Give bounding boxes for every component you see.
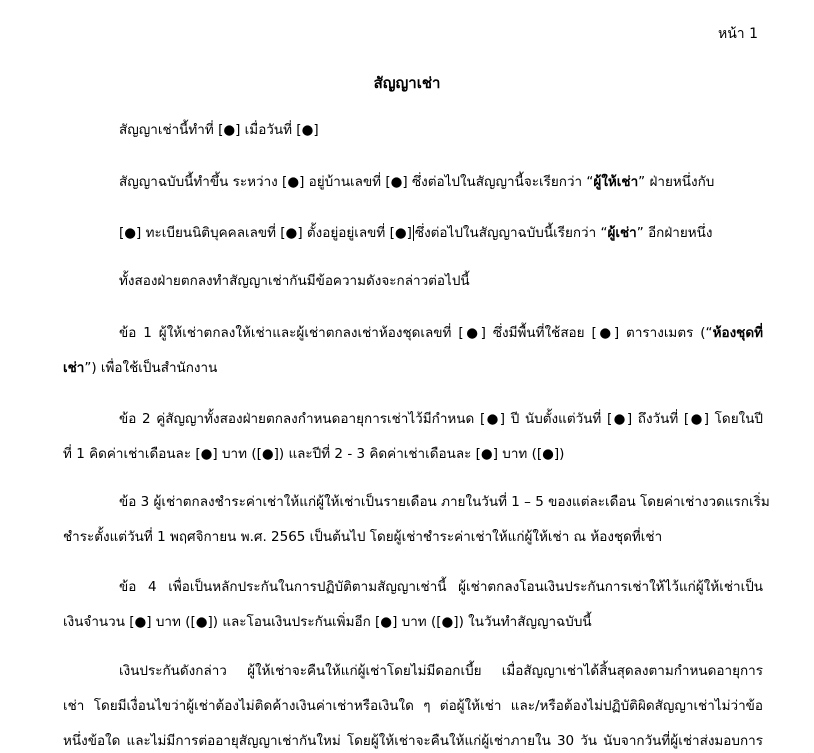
clause-4-line-1: ข้อ 4 เพื่อเป็นหลักประกันในการปฏิบัติตามสัญญาเช่านี้ ผู้เช่าตกลงโอนเงินประกันการเช่าให้ไว้แก่ผู้ให้เช่าเป็น — [119, 579, 763, 595]
term-lessor: ผู้ให้เช่า — [593, 174, 639, 190]
term-premises-cont: เช่า — [63, 360, 85, 376]
deposit-line-2: เช่า โดยมีเงื่อนไขว่าผู้เช่าต้องไม่ติดค้างเงินค่าเช่าหรือเงินใด ๆ ต่อผู้ให้เช่า และ/หรือต้องไม่ปฏิบัติผิดสัญญาเช่าไม่ว่าข้อ — [63, 698, 763, 714]
deposit-paragraph — [63, 654, 763, 753]
term-lessee: ผู้เช่า — [607, 225, 637, 241]
text-cursor — [413, 225, 414, 241]
clause-1-line-1 — [63, 316, 763, 351]
contract-date-line — [63, 113, 814, 148]
clause-2-line-2: ที่ 1 คิดค่าเช่าเดือนละ [●] บาท ([●]) และปีที่ 2 - 3 คิดค่าเช่าเดือนละ [●] บาท ([●]) — [63, 446, 565, 462]
text: ” ฝ่ายหนึ่งกับ — [638, 174, 715, 190]
clause-3-line-2: ชำระตั้งแต่วันที่ 1 พฤศจิกายน พ.ศ. 2565 เป็นต้นไป โดยผู้เช่าชำระค่าเช่าให้แก่ผู้ให้เช่า ณ ห้องชุดที่เช่า — [63, 529, 663, 545]
text: [●] ทะเบียนนิติบุคคลเลขที่ [●] ตั้งอยู่อยู่เลขที่ [●] — [119, 225, 412, 241]
clause-3-line-1: ข้อ 3 ผู้เช่าตกลงชำระค่าเช่าให้แก่ผู้ให้เช่าเป็นรายเดือน ภายในวันที่ 1 – 5 ของแต่ละเดือน โดยค่าเช่างวดแรกเริ่ม — [119, 494, 770, 510]
parties-line-2 — [63, 216, 814, 251]
text: สัญญาเช่านี้ทำที่ [●] เมื่อวันที่ [●] — [119, 122, 319, 138]
page-number: หน้า 1 — [717, 26, 758, 42]
clause-1-line-2 — [63, 351, 763, 386]
clause-2-line-1: ข้อ 2 คู่สัญญาทั้งสองฝ่ายตกลงกำหนดอายุการเช่าไว้มีกำหนด [●] ปี นับตั้งแต่วันที่ [●] ถึงวันที่ [●] โดยในปี — [119, 411, 763, 427]
clause-3 — [63, 485, 770, 555]
text: ” อีกฝ่ายหนึ่ง — [636, 225, 713, 241]
text: ซึ่งต่อไปในสัญญาฉบับนี้เรียกว่า “ — [414, 225, 608, 241]
deposit-line-3: หนึ่งข้อใด และไม่มีการต่ออายุสัญญาเช่ากันใหม่ โดยผู้ให้เช่าจะคืนให้แก่ผู้เช่าภายใน 30 วัน นับจากวันที่ผู้เช่าส่งมอบการ — [63, 733, 763, 749]
parties-line-1 — [63, 165, 814, 200]
deposit-line-1: เงินประกันดังกล่าว ผู้ให้เช่าจะคืนให้แก่ผู้เช่าโดยไม่มีดอกเบี้ย เมื่อสัญญาเช่าได้สิ้นสุดลงตามกำหนดอายุการ — [119, 663, 763, 679]
term-premises: ห้องชุดที่ — [712, 325, 763, 341]
text: ข้อ 1 ผู้ให้เช่าตกลงให้เช่าและผู้เช่าตกลงเช่าห้องชุดเลขที่ [●] ซึ่งมีพื้นที่ใช้สอย [●] ตารางเมตร (“ — [119, 325, 713, 341]
text: สัญญาฉบับนี้ทำขึ้น ระหว่าง [●] อยู่บ้านเลขที่ [●] ซึ่งต่อไปในสัญญานี้จะเรียกว่า “ — [119, 174, 594, 190]
clause-4-line-2: เงินจำนวน [●] บาท ([●]) และโอนเงินประกันเพิ่มอีก [●] บาท ([●]) ในวันทำสัญญาฉบับนี้ — [63, 614, 592, 630]
text: ”) เพื่อใช้เป็นสำนักงาน — [84, 360, 218, 376]
text: ทั้งสองฝ่ายตกลงทำสัญญาเช่ากันมีข้อความดังจะกล่าวต่อไปนี้ — [119, 273, 470, 289]
agreement-statement — [63, 264, 814, 299]
clause-4 — [63, 570, 763, 640]
clause-2 — [63, 402, 763, 472]
clause-1 — [63, 316, 763, 386]
page-title: สัญญาเช่า — [373, 74, 441, 92]
